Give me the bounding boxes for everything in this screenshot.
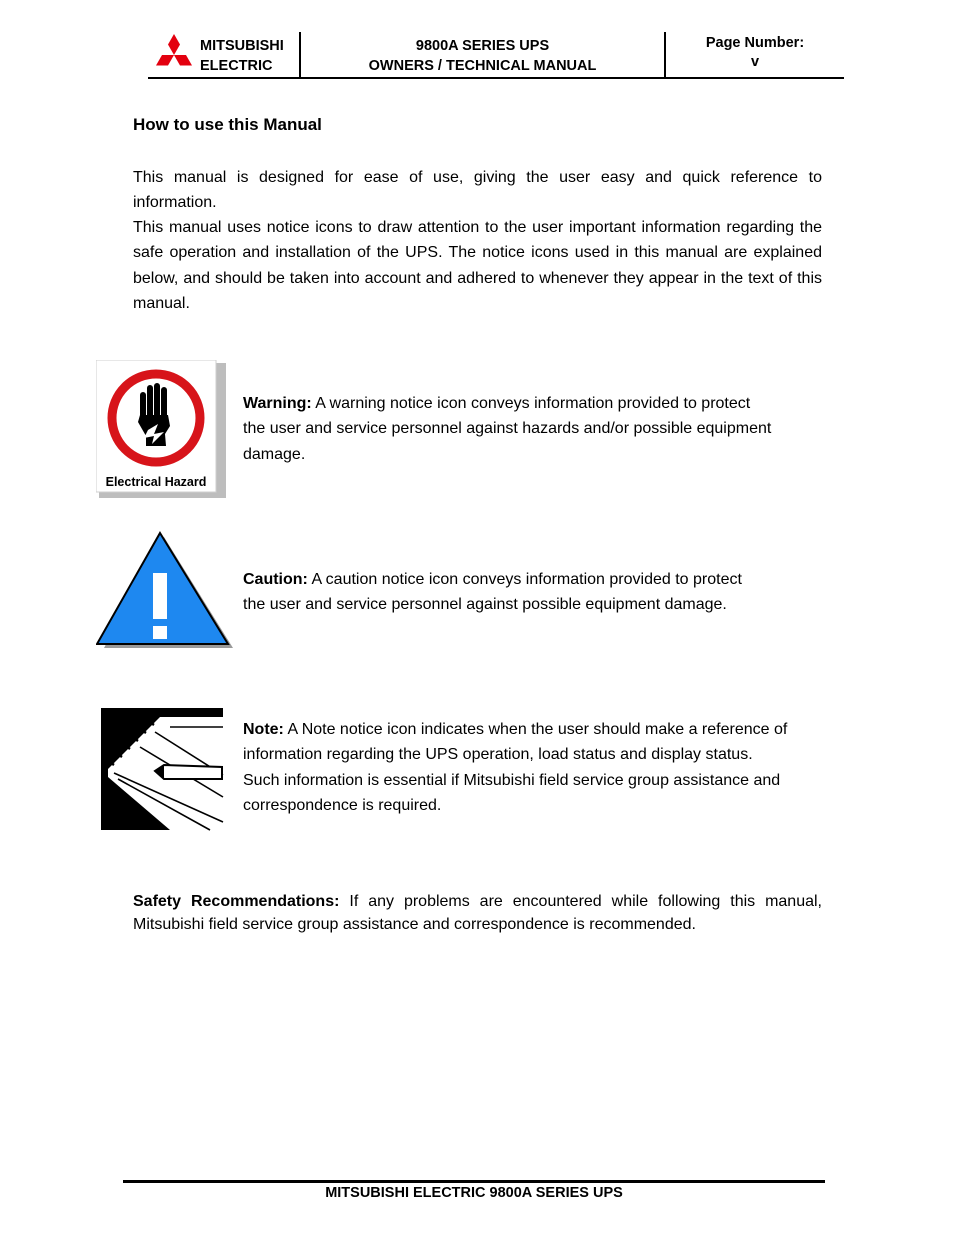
icon-caption: Electrical Hazard	[105, 475, 207, 489]
note-label: Note:	[243, 721, 284, 738]
footer-rule	[123, 1180, 825, 1183]
brand-name: MITSUBISHI ELECTRIC	[200, 38, 284, 74]
electrical-hazard-icon	[96, 360, 226, 498]
caution-notice: Caution: A caution notice icon conveys information provided to protect the user and service personnel against possible equipment damage.	[243, 571, 742, 614]
warning-label: Warning:	[243, 395, 312, 412]
page-footer: MITSUBISHI ELECTRIC 9800A SERIES UPS	[325, 1185, 623, 1201]
warning-notice: Warning: A warning notice icon conveys information provided to protect the user and service personnel against hazards and/or possible equipment damage.	[243, 395, 772, 463]
safety-label: Safety Recommendations:	[133, 893, 340, 910]
intro-line-2: information.	[133, 194, 217, 211]
safety-recommendations: Safety Recommendations: If any problems are encountered while following this manual, Mitsubishi field service group assistance and correspondence is recommended.	[133, 893, 823, 933]
page-heading: How to use this Manual	[133, 115, 322, 134]
notepad-pencil-icon	[100, 707, 224, 831]
mitsubishi-logo-icon	[151, 33, 197, 73]
page-number: Page Number: v	[705, 35, 805, 70]
caution-label: Caution:	[243, 571, 308, 588]
page-header	[148, 30, 844, 79]
intro-line-1: This manual is designed for ease of use, giving the user easy and quick reference to	[133, 169, 822, 186]
caution-triangle-icon	[96, 531, 236, 651]
document-title: 9800A SERIES UPS OWNERS / TECHNICAL MANUAL	[368, 38, 597, 74]
note-notice: Note: A Note notice icon indicates when the user should make a reference of information regarding the UPS operation, load status and display status. Such information is essential if Mitsubishi field service group assistance and correspondence is required.	[243, 721, 788, 814]
intro-paragraph-2: This manual uses notice icons to draw attention to the user important information regarding the safe operation and installation of the UPS. The notice icons used in this manual are explained below, and should be taken into account and adhered to whenever they appear in the text of this manual.	[133, 219, 822, 312]
header-rule	[148, 77, 844, 79]
